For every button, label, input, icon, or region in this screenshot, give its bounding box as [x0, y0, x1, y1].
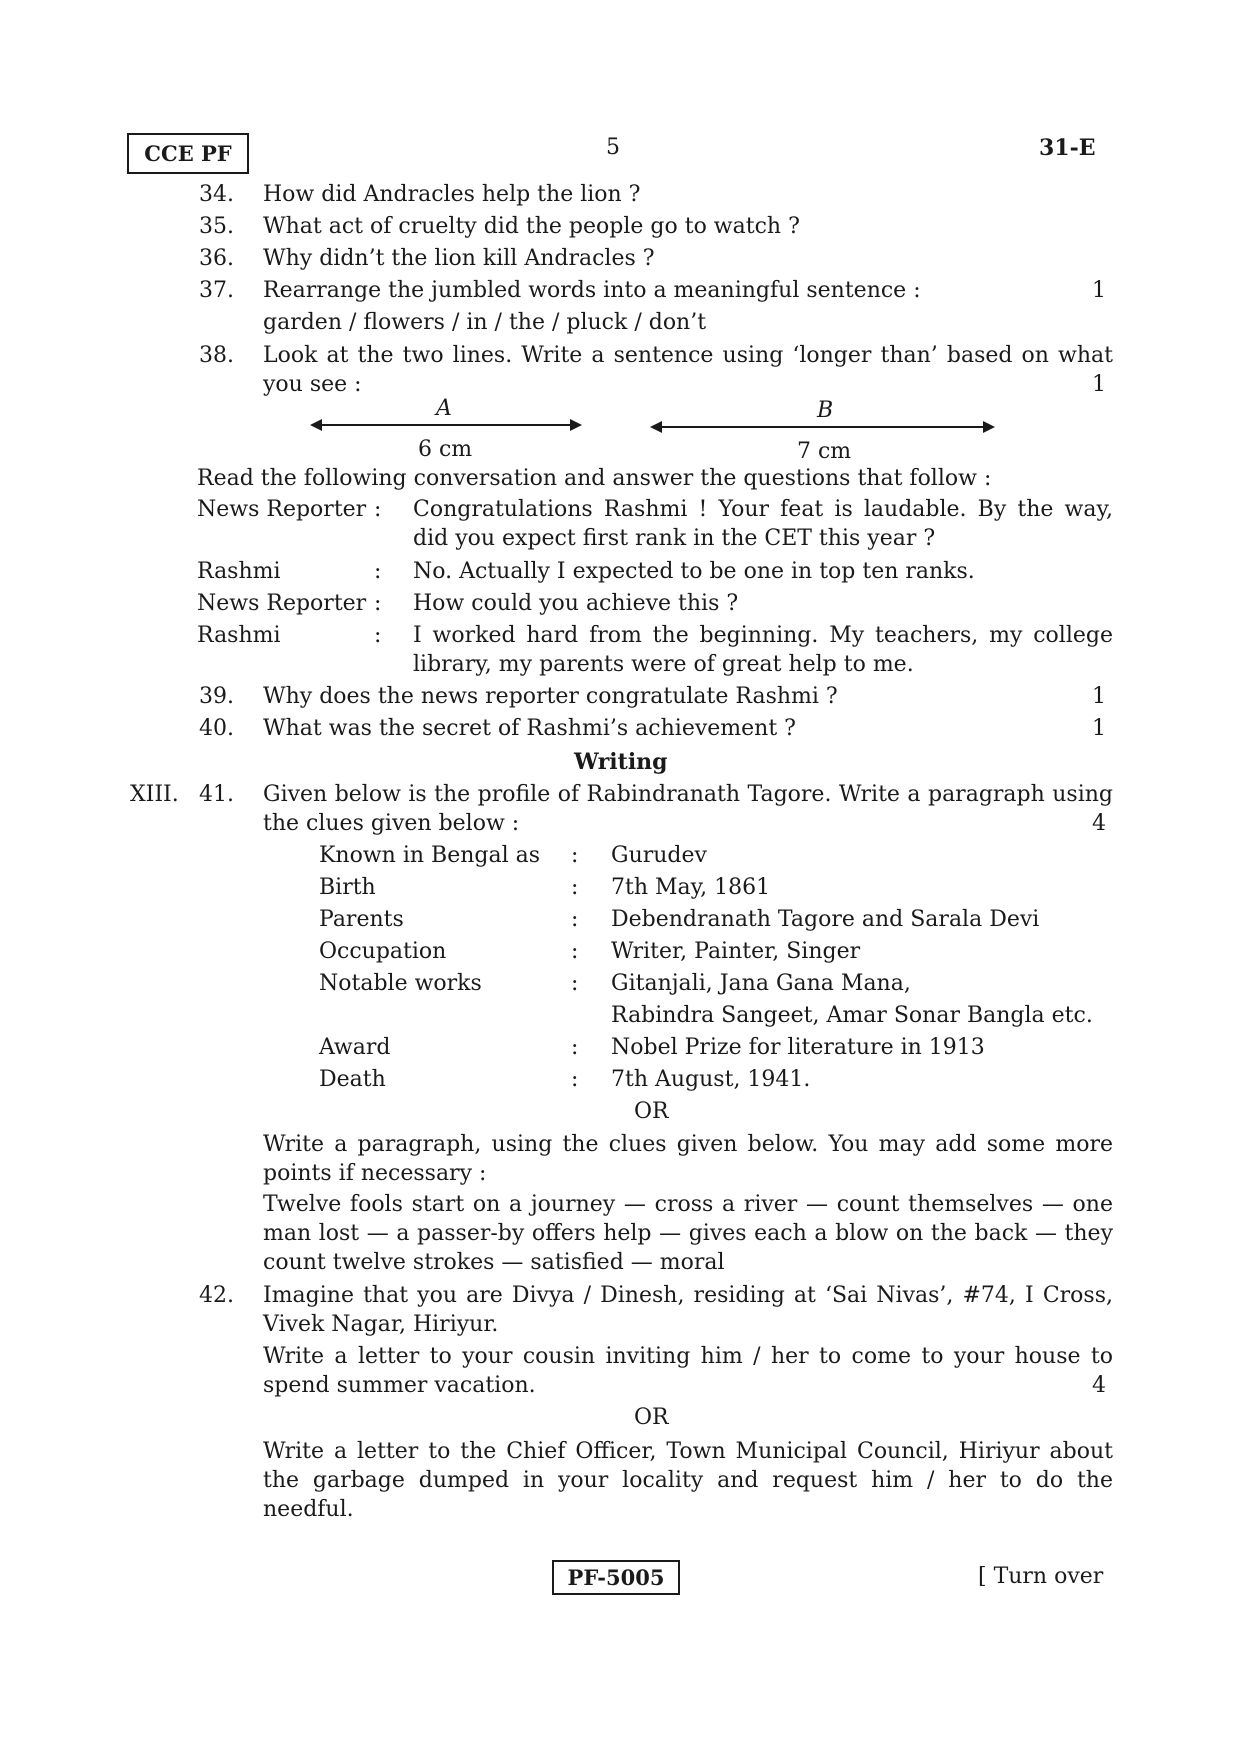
line-b-length: 7 cm [797, 439, 852, 464]
profile-colon: : [571, 1067, 579, 1092]
q42-alternative-task: Write a letter to the Chief Officer, Town Municipal Council, Hiriyur about the garbage dumped in your locality and request him / her to do the needful. [263, 1439, 1113, 1522]
profile-value: 7th May, 1861 [611, 875, 771, 900]
q36-text: Why didn’t the lion kill Andracles ? [263, 246, 655, 271]
q42-marks: 4 [1092, 1373, 1106, 1398]
profile-label: Birth [319, 875, 376, 900]
q35-number: 35. [199, 214, 234, 239]
q38-number: 38. [199, 343, 234, 368]
q37-jumbled-words: garden / flowers / in / the / pluck / don’t [263, 310, 707, 335]
q37-marks: 1 [1092, 278, 1106, 303]
profile-colon: : [571, 907, 579, 932]
q38-line-diagram [300, 392, 1020, 472]
profile-colon: : [571, 843, 579, 868]
profile-label: Parents [319, 907, 404, 932]
section-roman-numeral: XIII. [130, 782, 179, 807]
q39-marks: 1 [1092, 684, 1106, 709]
q38-text-line1: Look at the two lines. Write a sentence using ‘longer than’ based on what [263, 343, 1113, 368]
speaker-rashmi: Rashmi [197, 559, 281, 584]
profile-colon: : [571, 1035, 579, 1060]
profile-value: Gurudev [611, 843, 707, 868]
q42-task-line1: Write a letter to your cousin inviting him / her to come to your house to [263, 1344, 1113, 1369]
footer-code: PF-5005 [552, 1560, 680, 1595]
q42-text-line1: Imagine that you are Divya / Dinesh, residing at ‘Sai Nivas’, #74, I Cross, [263, 1283, 1113, 1308]
line-a-label: A [436, 396, 452, 421]
q35-text: What act of cruelty did the people go to watch ? [263, 214, 800, 239]
speaker-news-reporter: News Reporter [197, 591, 367, 616]
profile-value: 7th August, 1941. [611, 1067, 811, 1092]
q36-number: 36. [199, 246, 234, 271]
speaker-news-reporter: News Reporter [197, 497, 367, 522]
q34-text: How did Andracles help the lion ? [263, 182, 641, 207]
page-number: 5 [606, 135, 620, 160]
q41-alternative-clues: Twelve fools start on a journey — cross a river — count themselves — one man lost — a passer-by offers help — gives each a blow on the back — they count twelve strokes — satisfied — moral [263, 1192, 1113, 1275]
dialogue-line: Congratulations Rashmi ! Your feat is laudable. By the way, [413, 497, 1113, 522]
profile-label: Death [319, 1067, 386, 1092]
q39-text: Why does the news reporter congratulate Rashmi ? [263, 684, 838, 709]
profile-label: Occupation [319, 939, 447, 964]
section-title: Writing [574, 749, 668, 775]
speaker-colon: : [374, 591, 382, 616]
q38-marks: 1 [1092, 372, 1106, 397]
dialogue-line: library, my parents were of great help to me. [413, 652, 914, 677]
q42-number: 42. [199, 1283, 234, 1308]
q41-text-line1: Given below is the profile of Rabindranath Tagore. Write a paragraph using [263, 782, 1113, 807]
line-a-length: 6 cm [418, 437, 473, 462]
or-separator: OR [634, 1099, 669, 1124]
q41-alternative-instruction: Write a paragraph, using the clues given below. You may add some more points if necessary : [263, 1132, 1113, 1186]
profile-value: Writer, Painter, Singer [611, 939, 861, 964]
dialogue-line: did you expect first rank in the CET this year ? [413, 526, 936, 551]
profile-colon: : [571, 939, 579, 964]
profile-label: Known in Bengal as [319, 843, 541, 868]
profile-label: Notable works [319, 971, 482, 996]
q37-text: Rearrange the jumbled words into a meaningful sentence : [263, 278, 921, 303]
q42-task-line2: spend summer vacation. [263, 1373, 536, 1398]
q41-text-line2: the clues given below : [263, 811, 520, 836]
q40-number: 40. [199, 716, 234, 741]
q40-marks: 1 [1092, 716, 1106, 741]
q37-number: 37. [199, 278, 234, 303]
profile-label: Award [319, 1035, 391, 1060]
conversation-intro: Read the following conversation and answer the questions that follow : [197, 466, 992, 491]
speaker-rashmi: Rashmi [197, 623, 281, 648]
q41-marks: 4 [1092, 811, 1106, 836]
profile-value: Nobel Prize for literature in 1913 [611, 1035, 985, 1060]
speaker-colon: : [374, 559, 382, 584]
header-left-code: CCE PF [127, 133, 249, 174]
header-right-code: 31-E [1039, 135, 1096, 161]
q40-text: What was the secret of Rashmi’s achievement ? [263, 716, 796, 741]
q41-number: 41. [199, 782, 234, 807]
speaker-colon: : [374, 623, 382, 648]
profile-value: Debendranath Tagore and Sarala Devi [611, 907, 1040, 932]
or-separator: OR [634, 1405, 669, 1430]
profile-value: Gitanjali, Jana Gana Mana, [611, 971, 911, 996]
q34-number: 34. [199, 182, 234, 207]
profile-colon: : [571, 971, 579, 996]
dialogue-line: How could you achieve this ? [413, 591, 739, 616]
turn-over-note: [ Turn over [978, 1564, 1104, 1589]
profile-value: Rabindra Sangeet, Amar Sonar Bangla etc. [611, 1003, 1093, 1028]
q38-text-line2: you see : [263, 372, 362, 397]
dialogue-line: No. Actually I expected to be one in top ten ranks. [413, 559, 975, 584]
line-b-label: B [817, 398, 834, 423]
dialogue-line: I worked hard from the beginning. My teachers, my college [413, 623, 1113, 648]
speaker-colon: : [374, 497, 382, 522]
q39-number: 39. [199, 684, 234, 709]
q42-text-line2: Vivek Nagar, Hiriyur. [263, 1312, 499, 1337]
profile-colon: : [571, 875, 579, 900]
